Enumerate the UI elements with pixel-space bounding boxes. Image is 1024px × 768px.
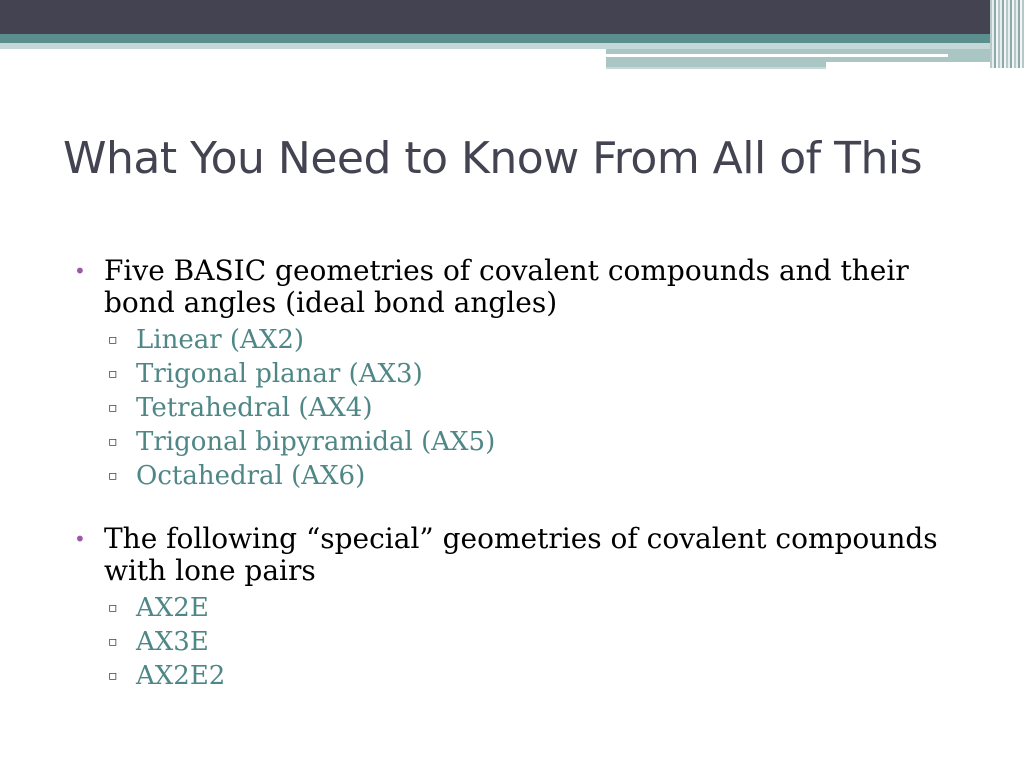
hollow-square-bullet-icon: ▫ [108, 332, 118, 348]
sub-bullet-list [74, 591, 974, 693]
slide-title: What You Need to Know From All of This [63, 133, 923, 184]
bullet-item [74, 523, 974, 587]
round-bullet-icon: • [74, 527, 86, 551]
sub-bullet-text: AX2E2 [136, 661, 226, 691]
sub-bullet-item [74, 591, 974, 625]
bullet-text: The following “special” geometries of covalent compounds with lone pairs [104, 522, 938, 587]
header-accent-line [826, 62, 1006, 67]
sub-bullet-text: Trigonal planar (AX3) [136, 359, 423, 389]
header-accent-line [606, 54, 948, 57]
sub-bullet-text: Linear (AX2) [136, 325, 305, 355]
sub-bullet-item [74, 323, 974, 357]
hollow-square-bullet-icon: ▫ [108, 468, 118, 484]
sub-bullet-text: Tetrahedral (AX4) [136, 393, 373, 423]
sub-bullet-list [74, 323, 974, 493]
header-band-dark [0, 0, 1024, 34]
hollow-square-bullet-icon: ▫ [108, 668, 118, 684]
spacer [74, 493, 974, 523]
header-band-teal [0, 34, 1024, 43]
sub-bullet-item [74, 659, 974, 693]
sub-bullet-item [74, 625, 974, 659]
hollow-square-bullet-icon: ▫ [108, 634, 118, 650]
sub-bullet-text: Trigonal bipyramidal (AX5) [136, 427, 496, 457]
hollow-square-bullet-icon: ▫ [108, 600, 118, 616]
bullet-item [74, 255, 974, 319]
sub-bullet-item [74, 391, 974, 425]
bullet-text: Five BASIC geometries of covalent compounds and their bond angles (ideal bond angles) [104, 254, 909, 319]
sub-bullet-item [74, 425, 974, 459]
hollow-square-bullet-icon: ▫ [108, 400, 118, 416]
hollow-square-bullet-icon: ▫ [108, 366, 118, 382]
sub-bullet-item [74, 357, 974, 391]
header-stripes [990, 0, 1024, 68]
round-bullet-icon: • [74, 259, 86, 283]
sub-bullet-text: Octahedral (AX6) [136, 461, 366, 491]
sub-bullet-text: AX2E [136, 593, 209, 623]
slide-body [74, 255, 974, 693]
hollow-square-bullet-icon: ▫ [108, 434, 118, 450]
sub-bullet-item [74, 459, 974, 493]
header-accent-line [606, 67, 826, 69]
sub-bullet-text: AX3E [136, 627, 209, 657]
